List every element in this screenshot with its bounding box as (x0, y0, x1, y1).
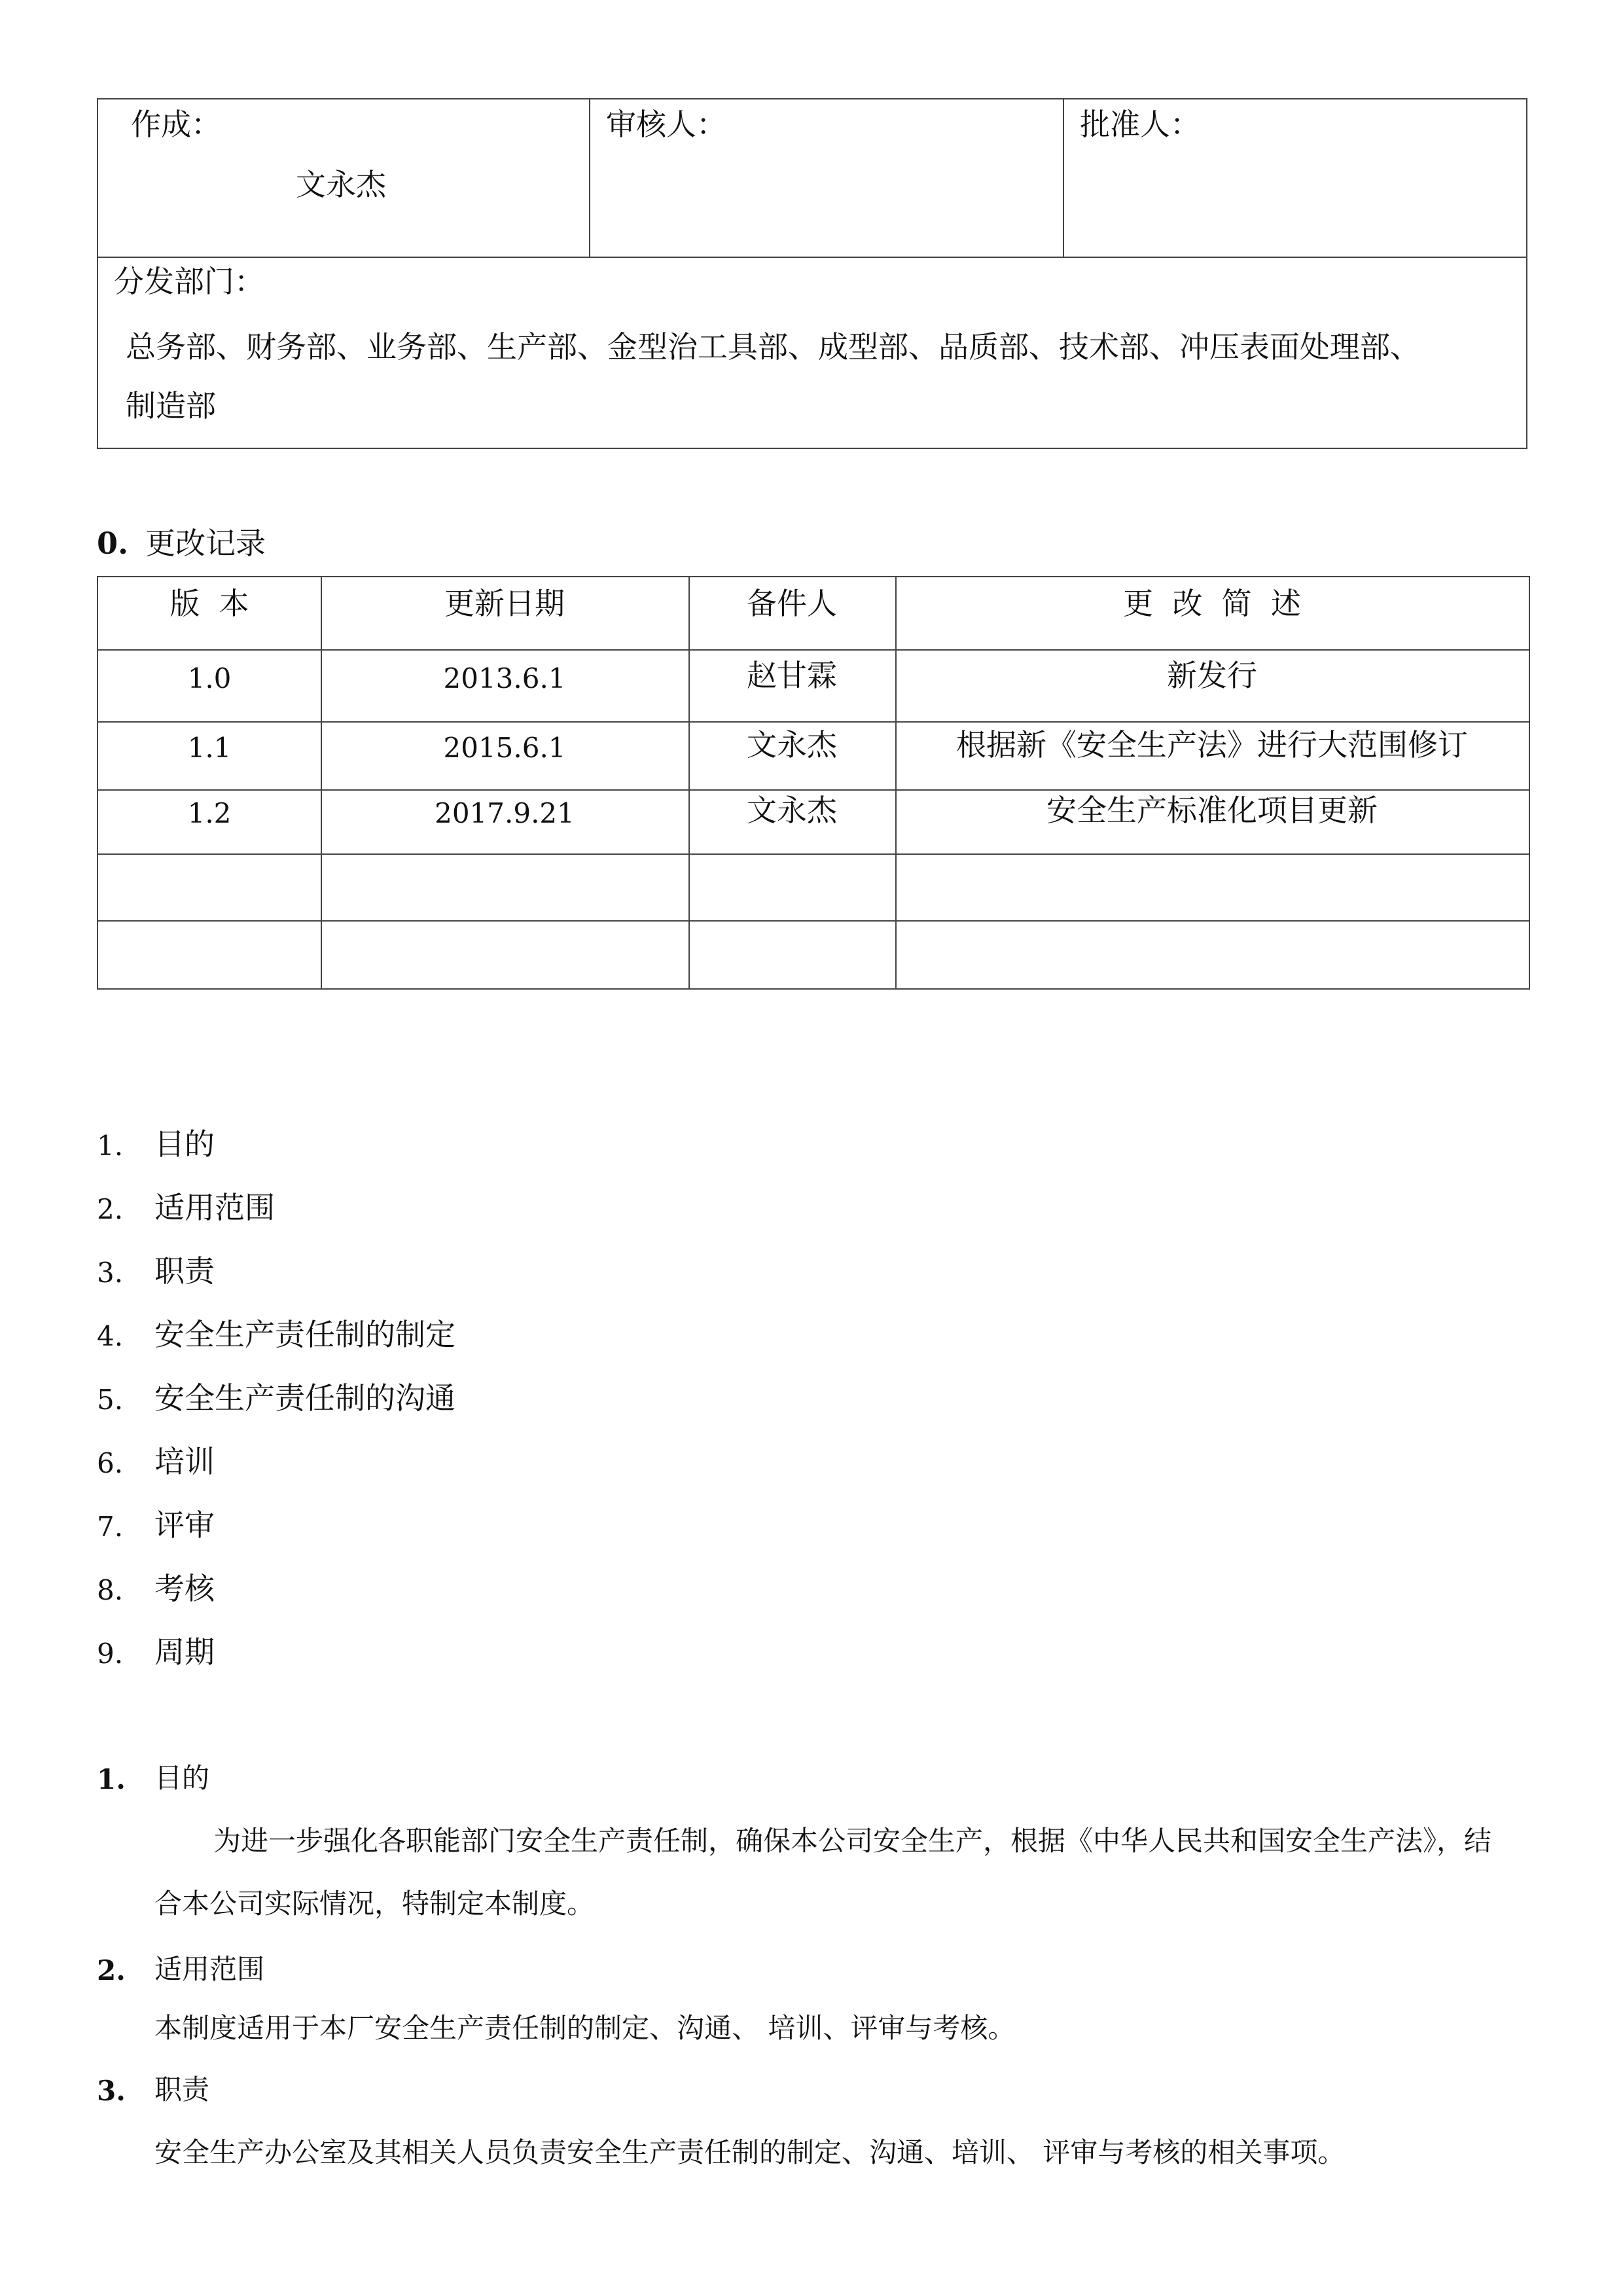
header-editor: 备件人 (747, 586, 837, 621)
row-3-summary: 安全生产标准化项目更新 (1046, 793, 1378, 828)
toc-num-3: 3. (97, 1257, 124, 1289)
author-label: 作成： (131, 107, 221, 142)
row-2-summary: 根据新《安全生产法》进行大范围修订 (956, 727, 1468, 762)
section-3-title: 职责 (154, 2073, 210, 2106)
row-3-date: 2017.9.21 (435, 797, 575, 829)
distribution-label: 分发部门： (114, 264, 264, 299)
row-5-editor (688, 920, 895, 988)
table-of-contents (97, 1126, 751, 1715)
author-name: 文永杰 (296, 167, 386, 202)
row-2-date: 2015.6.1 (443, 732, 566, 764)
section-3-number: 3. (97, 2075, 126, 2107)
row-5-summary (895, 920, 1529, 988)
section-2-text: 本制度适用于本厂安全生产责任制的制定、沟通、 培训、评审与考核。 (154, 2012, 1016, 2044)
toc-num-9: 9. (97, 1638, 124, 1670)
section-1-number: 1. (97, 1763, 126, 1795)
header-version: 版 本 (169, 586, 249, 621)
row-2-editor: 文永杰 (747, 727, 837, 762)
toc-item-3: 职责 (154, 1253, 215, 1289)
toc-num-8: 8. (97, 1574, 124, 1606)
header-date: 更新日期 (444, 586, 565, 621)
section-3-text: 安全生产办公室及其相关人员负责安全生产责任制的制定、沟通、培训、 评审与考核的相关事项。 (154, 2136, 1346, 2168)
row-4-editor (688, 853, 895, 920)
toc-item-2: 适用范围 (154, 1190, 275, 1225)
toc-item-7: 评审 (154, 1507, 215, 1543)
row-1-version: 1.0 (187, 662, 232, 694)
section-2-title: 适用范围 (154, 1953, 265, 1985)
toc-num-7: 7. (97, 1511, 124, 1543)
toc-item-4: 安全生产责任制的制定 (154, 1317, 455, 1352)
toc-num-5: 5. (97, 1384, 124, 1416)
row-4-date (321, 853, 688, 920)
approval-divider-2 (1063, 99, 1064, 257)
approval-row-divider (98, 257, 1526, 258)
approval-table (97, 98, 1527, 449)
row-5-date (321, 920, 688, 988)
row-5-version (98, 920, 321, 988)
toc-item-8: 考核 (154, 1571, 215, 1606)
toc-num-6: 6. (97, 1447, 124, 1479)
row-4-summary (895, 853, 1529, 920)
distribution-line-1: 总务部、财务部、业务部、生产部、金型治工具部、成型部、品质部、技术部、冲压表面处理部、 (126, 329, 1420, 365)
toc-item-9: 周期 (154, 1634, 215, 1670)
section-1-line-1: 为进一步强化各职能部门安全生产责任制，确保本公司安全生产，根据《中华人民共和国安全生产法》，结 (213, 1825, 1492, 1857)
toc-item-5: 安全生产责任制的沟通 (154, 1380, 455, 1416)
row-1-editor: 赵甘霖 (747, 658, 837, 693)
distribution-line-2: 制造部 (126, 388, 216, 423)
row-3-version: 1.2 (187, 797, 232, 829)
toc-num-4: 4. (97, 1320, 124, 1352)
section-1-title: 目的 (154, 1762, 210, 1794)
header-summary: 更 改 简 述 (1123, 586, 1301, 621)
approver-label: 批准人： (1080, 107, 1200, 142)
change-log-number: 0. (97, 526, 129, 561)
toc-num-2: 2. (97, 1193, 124, 1225)
row-1-date: 2013.6.1 (443, 662, 566, 694)
toc-item-1: 目的 (154, 1126, 215, 1162)
section-1-line-2: 合本公司实际情况，特制定本制度。 (154, 1888, 595, 1920)
change-log-table (97, 576, 1530, 990)
approval-divider-1 (589, 99, 590, 257)
row-4-version (98, 853, 321, 920)
reviewer-label: 审核人： (606, 107, 726, 142)
row-2-version: 1.1 (187, 732, 232, 764)
toc-num-1: 1. (97, 1130, 124, 1162)
change-log-title: 更改记录 (145, 526, 266, 561)
toc-item-6: 培训 (154, 1444, 215, 1479)
row-1-summary: 新发行 (1167, 658, 1257, 693)
section-2-number: 2. (97, 1954, 126, 1986)
row-3-editor: 文永杰 (747, 793, 837, 828)
